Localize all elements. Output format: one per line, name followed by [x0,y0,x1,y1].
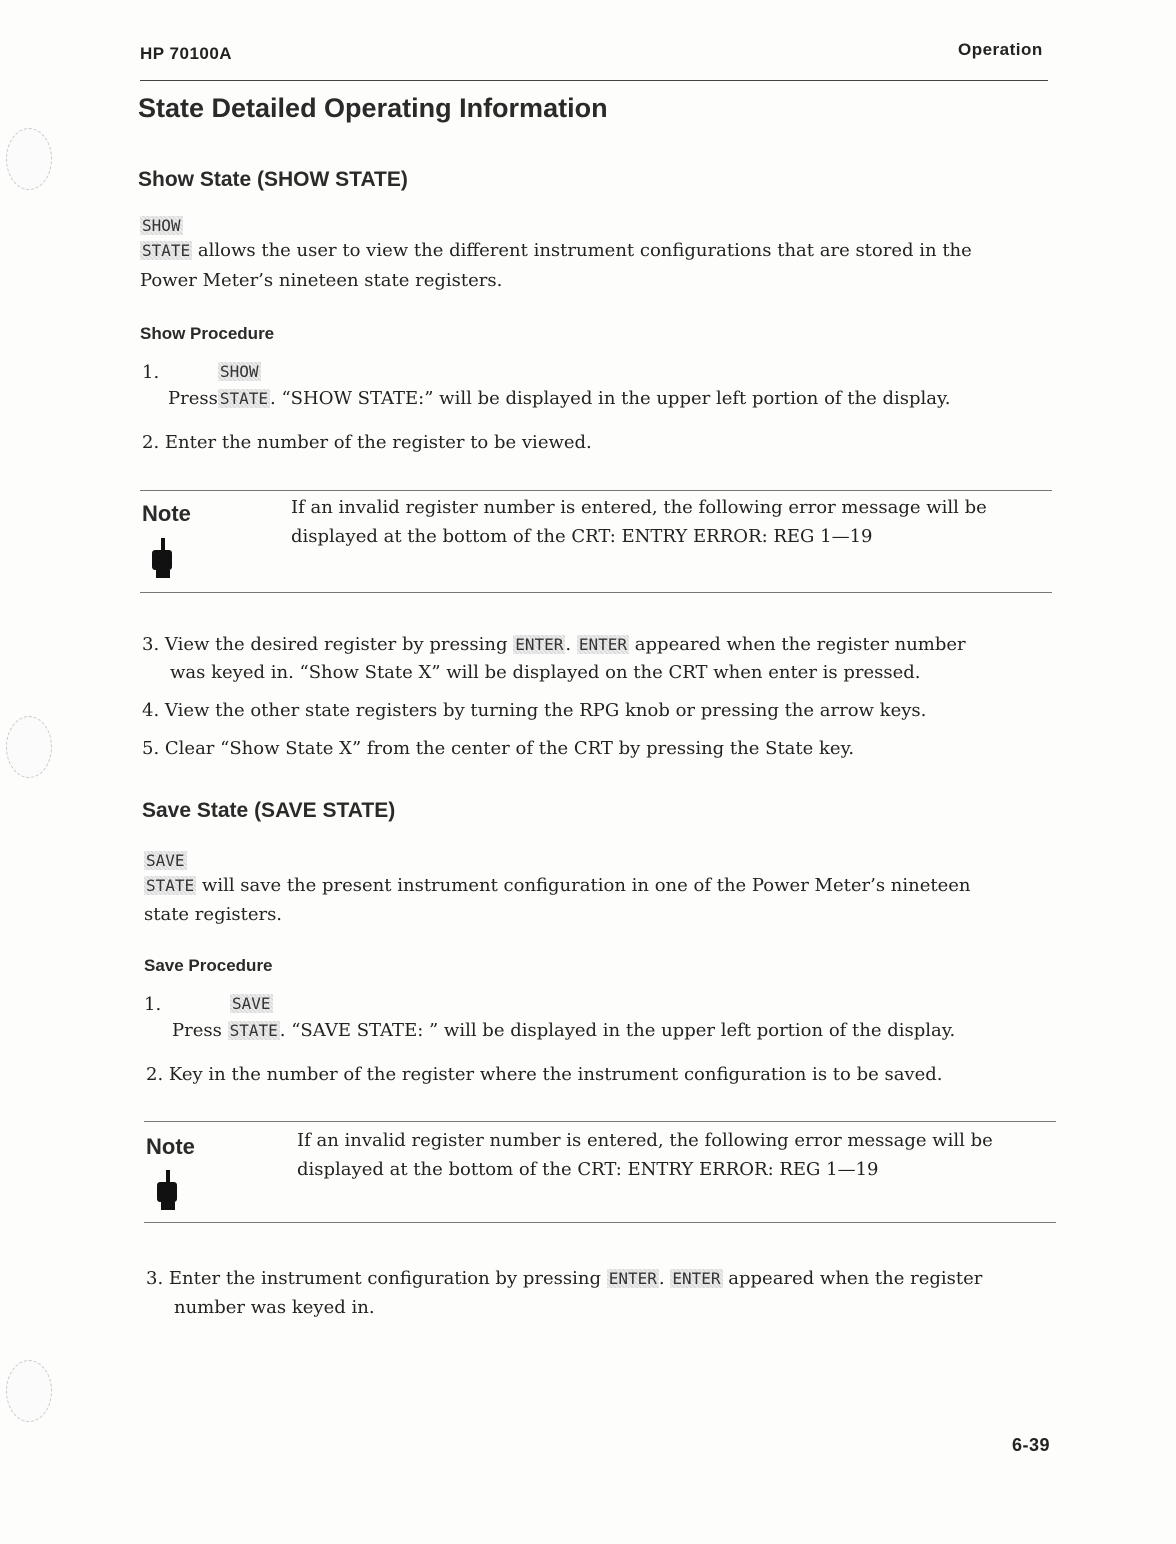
header-model: HP 70100A [140,44,233,63]
save-step3-line2: number was keyed in. [174,1297,375,1318]
enter-key-label: ENTER [515,635,564,654]
save-step1-line [172,1016,955,1046]
save-step3-line1 [146,1264,982,1294]
note-line1: If an invalid register number is entered, the following error message will be [297,1130,993,1151]
page-number: 6-39 [1012,1435,1051,1455]
binder-hole [6,716,52,778]
note-top-rule [140,490,1052,491]
note-line2: displayed at the bottom of the CRT: ENTRY ERROR: REG 1—19 [291,526,873,547]
show-step1-key-top [218,362,261,381]
show-step3-text: 3. View the desired register by pressing [142,634,508,655]
show-procedure-heading: Show Procedure [140,324,275,343]
page-title: State Detailed Operating Information [138,93,608,123]
enter-key-label: ENTER [672,1269,721,1288]
softkey-label: SAVE [232,994,271,1013]
softkey-label: STATE [146,876,195,895]
note-bottom-rule [140,592,1052,593]
save-step1-text: . “SAVE STATE: ” will be displayed in the upper left portion of the display. [279,1020,956,1041]
note-label: Note [146,1134,195,1159]
save-key-top [144,851,187,870]
note-bottom-rule [144,1222,1056,1223]
note-label: Note [142,501,191,526]
softkey-label: STATE [229,1021,278,1040]
save-intro-line2: state registers. [144,904,283,925]
show-state-heading: Show State (SHOW STATE) [138,168,408,191]
pointing-hand-icon [155,1170,179,1210]
softkey-label: SHOW [142,216,181,235]
binder-hole [6,1360,52,1422]
show-key-top [140,216,183,235]
save-step2: 2. Key in the number of the register where the instrument configuration is to be saved. [146,1064,943,1085]
show-step3-line2: was keyed in. “Show State X” will be displayed on the CRT when enter is pressed. [170,662,921,683]
note-line2: displayed at the bottom of the CRT: ENTRY ERROR: REG 1—19 [297,1159,879,1180]
period: . [658,1268,665,1289]
show-step4: 4. View the other state registers by turning the RPG knob or pressing the arrow keys. [142,700,927,721]
softkey-label: STATE [219,389,269,408]
binder-hole [6,128,52,190]
show-intro-text: allows the user to view the different instrument configurations that are stored in the [197,240,972,261]
save-step3-text: appeared when the register [728,1268,983,1289]
save-step1-number: 1. [144,994,162,1015]
softkey-label: STATE [142,241,191,260]
save-intro-text: will save the present instrument configuration in one of the Power Meter’s nineteen [201,875,971,896]
header-section: Operation [958,40,1043,59]
save-step1-key-top [230,994,273,1013]
press-word: Press [168,388,218,409]
header-rule [140,80,1048,81]
show-step1-line [168,384,951,414]
show-step2: 2. Enter the number of the register to be viewed. [142,432,592,453]
save-intro-line1 [144,871,971,901]
save-step3-text: 3. Enter the instrument configuration by pressing [146,1268,601,1289]
pointing-hand-icon [150,538,174,578]
show-intro-line2: Power Meter’s nineteen state registers. [140,270,503,291]
show-step1-text: . “SHOW STATE:” will be displayed in the upper left portion of the display. [270,388,951,409]
press-word: Press [172,1020,222,1041]
enter-key-label: ENTER [608,1269,657,1288]
save-procedure-heading: Save Procedure [144,956,273,975]
enter-key-label: ENTER [578,635,628,654]
softkey-label: SHOW [220,362,259,381]
note-line1: If an invalid register number is entered, the following error message will be [291,497,987,518]
show-step1-number: 1. [142,362,160,383]
show-intro-line1 [140,236,972,266]
softkey-label: SAVE [146,851,185,870]
period: . [565,634,572,655]
note-top-rule [144,1121,1056,1122]
show-step3-line1 [142,630,966,660]
save-state-heading: Save State (SAVE STATE) [142,799,396,822]
show-step5: 5. Clear “Show State X” from the center of the CRT by pressing the State key. [142,738,855,759]
show-step3-text: appeared when the register number [634,634,966,655]
